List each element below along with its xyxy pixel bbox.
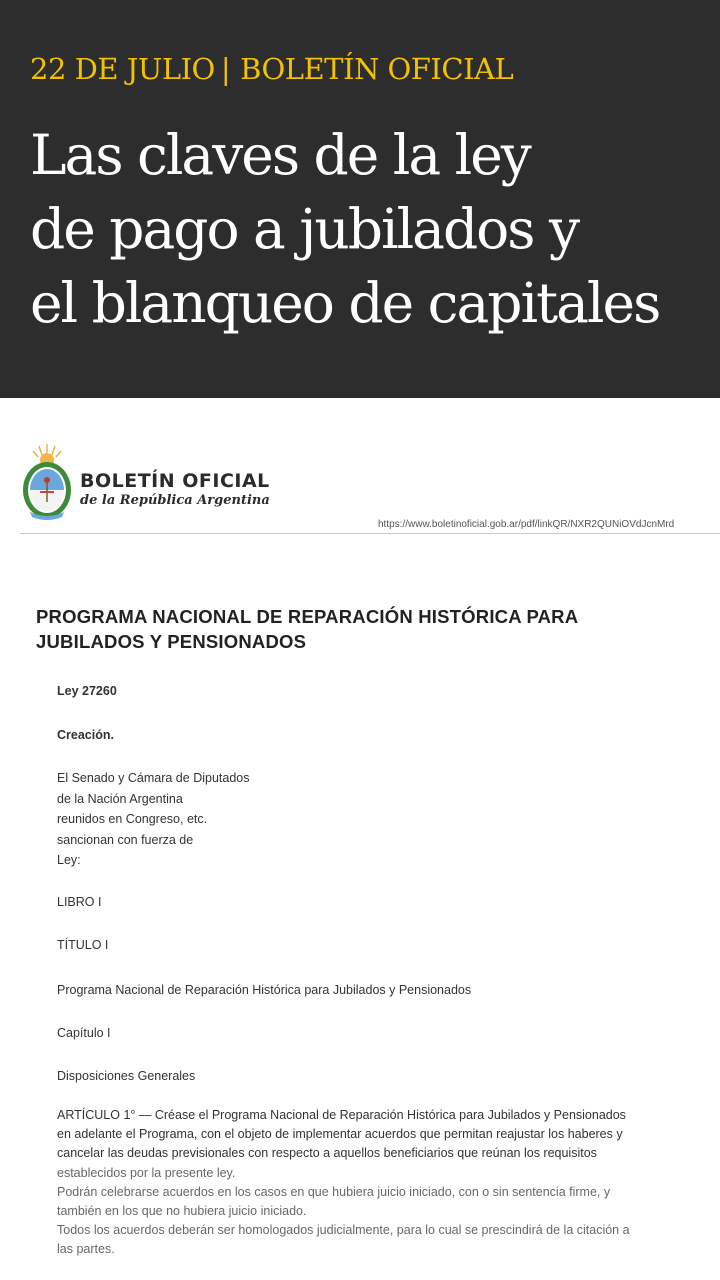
enactment-line: El Senado y Cámara de Diputados	[57, 771, 250, 785]
brand-title: BOLETÍN OFICIAL	[80, 470, 270, 492]
kicker-date: 22 DE JULIO	[30, 52, 215, 86]
header-banner	[0, 0, 720, 398]
book-heading: LIBRO I	[57, 895, 102, 909]
enactment-line: de la Nación Argentina	[57, 791, 183, 806]
document-title-line-2: JUBILADOS Y PENSIONADOS	[36, 631, 307, 652]
document-title-line-1: PROGRAMA NACIONAL DE REPARACIÓN HISTÓRICA PARA	[36, 606, 579, 627]
kicker-separator: |	[220, 52, 231, 86]
document-url[interactable]: https://www.boletinoficial.gob.ar/pdf/linkQR/NXR2QUNiOVdJcnMrd	[378, 519, 675, 530]
enactment-line: Ley:	[57, 853, 81, 867]
document-page	[0, 398, 720, 1280]
title-heading: TÍTULO I	[57, 938, 109, 952]
argentina-coat-of-arms-icon	[20, 440, 74, 522]
article-line: Podrán celebrarse acuerdos en los casos en que hubiera juicio iniciado, con o sin sentencia firme, y	[57, 1184, 611, 1199]
enactment-line: reunidos en Congreso, etc.	[57, 812, 208, 826]
article-line: también en los que no hubiera juicio iniciado.	[57, 1204, 307, 1219]
headline-line-3: el blanqueo de capitales	[30, 271, 660, 335]
kicker-section: BOLETÍN OFICIAL	[240, 52, 514, 86]
article-line: cancelar las deudas previsionales con respecto a aquellos beneficiarios que reúnan los requisitos	[57, 1146, 597, 1161]
headline-line-1: Las claves de la ley	[30, 123, 530, 187]
brand-subtitle: de la República Argentina	[80, 493, 270, 508]
enactment-line: sancionan con fuerza de	[57, 832, 194, 847]
document-title	[36, 604, 720, 654]
enactment-formula	[57, 768, 249, 871]
kicker	[30, 52, 513, 86]
headline	[30, 118, 720, 340]
law-number: Ley 27260	[57, 684, 117, 698]
article-line: Todos los acuerdos deberán ser homologados judicialmente, para lo cual se prescindirá de la citación a	[57, 1223, 630, 1238]
headline-line-2: de pago a jubilados y	[30, 197, 579, 261]
chapter-heading: Capítulo I	[57, 1026, 111, 1040]
article-line: ARTÍCULO 1° — Créase el Programa Nacional de Reparación Histórica para Jubilados y Pensionados	[57, 1108, 626, 1122]
program-name: Programa Nacional de Reparación Histórica para Jubilados y Pensionados	[57, 983, 472, 997]
article-line: en adelante el Programa, con el objeto de implementar acuerdos que permitan reajustar los haberes y	[57, 1127, 623, 1142]
header-divider	[20, 533, 720, 534]
article-1-text	[57, 1106, 720, 1260]
article-line: establecidos por la presente ley.	[57, 1165, 236, 1180]
creation-label: Creación.	[57, 728, 114, 742]
general-provisions-heading: Disposiciones Generales	[57, 1069, 196, 1083]
article-line: las partes.	[57, 1242, 115, 1257]
